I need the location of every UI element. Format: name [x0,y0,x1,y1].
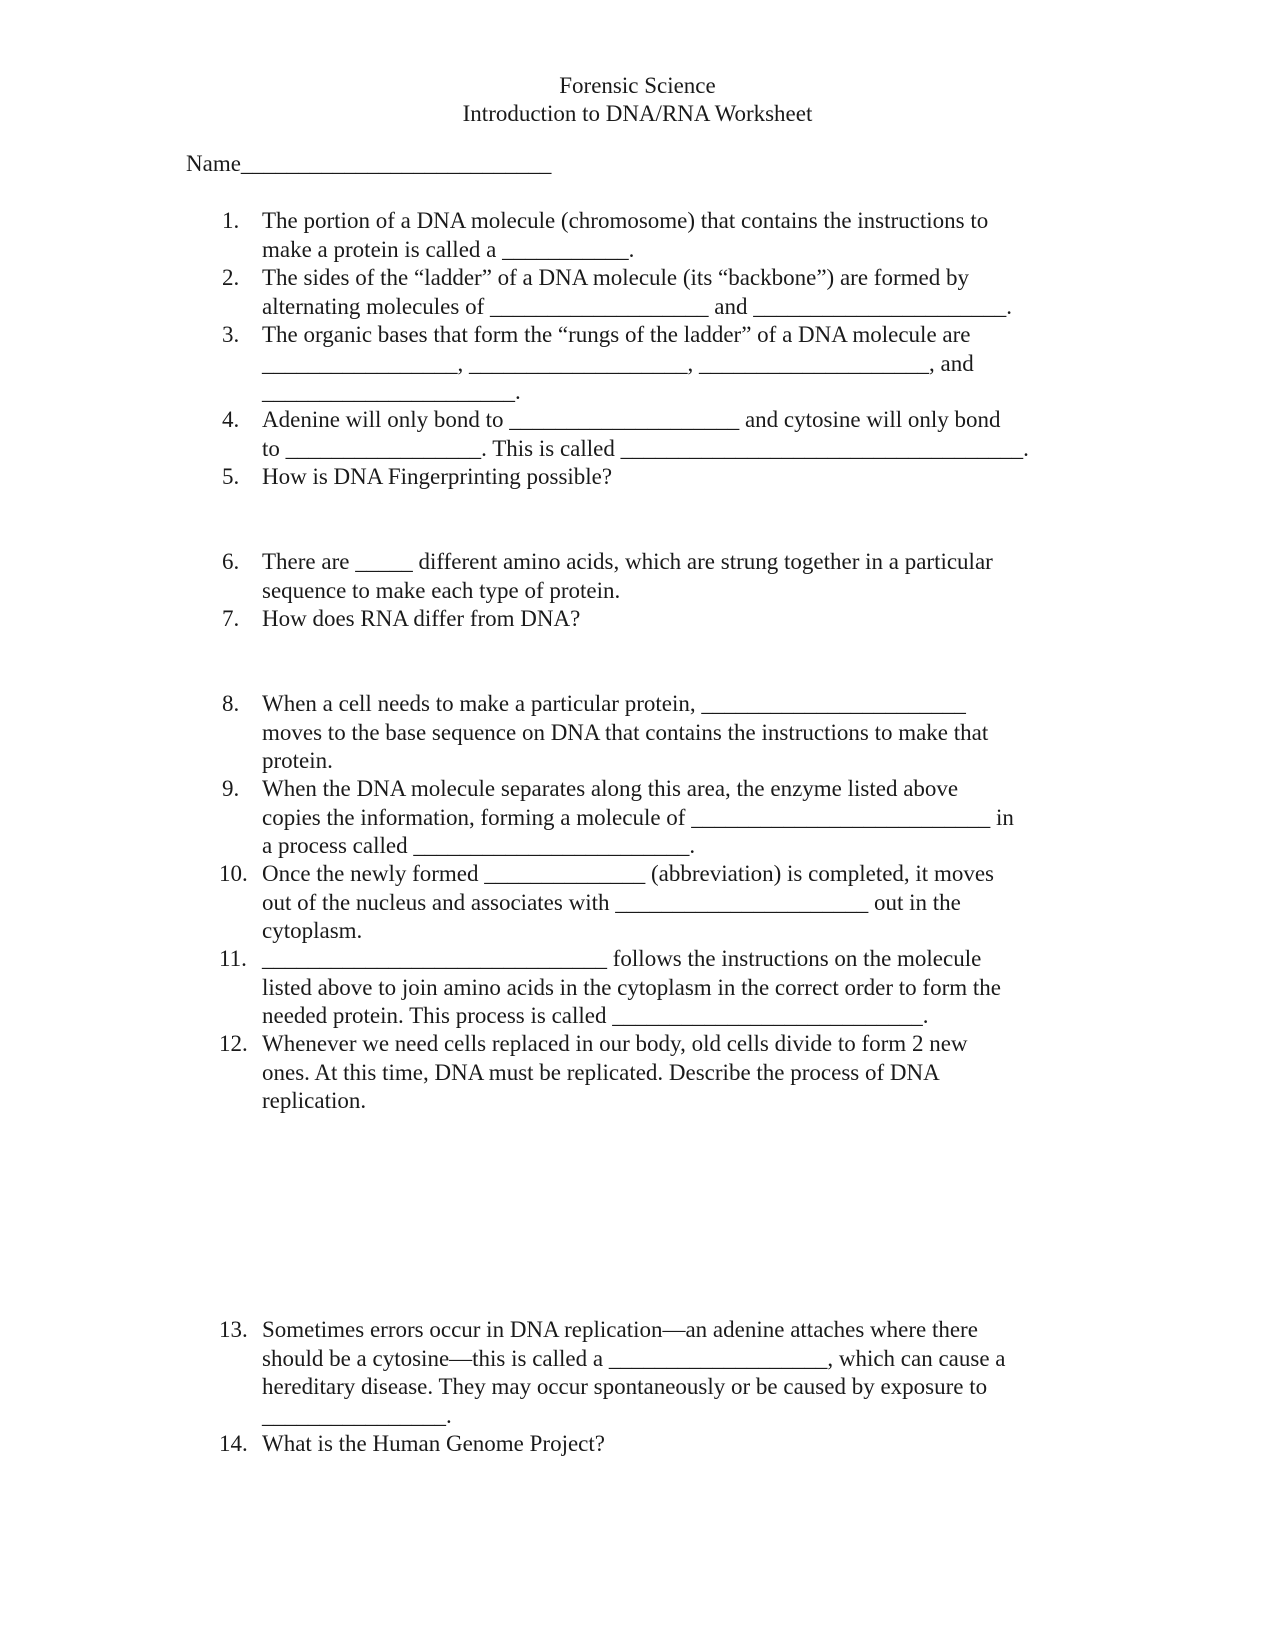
question-number: 6. [222,549,240,574]
question-text-line[interactable]: copies the information, forming a molecule of __________________________ in [262,804,1014,830]
question-text-line: sequence to make each type of protein. [262,577,621,603]
question-text-line[interactable]: ______________________________ follows the instructions on the molecule [262,946,982,971]
question-text-line: ones. At this time, DNA must be replicated. Describe the process of DNA [262,1059,940,1085]
question-number: 14. [219,1431,248,1456]
question-text-line: listed above to join amino acids in the cytoplasm in the correct order to form the [262,974,1001,1000]
question-text-line[interactable]: out of the nucleus and associates with ______________________ out in the [262,889,961,915]
question-text-line: Whenever we need cells replaced in our body, old cells divide to form 2 new [262,1031,968,1056]
question-number: 8. [222,691,240,716]
question-text-line[interactable]: should be a cytosine—this is called a ___________________, which can cause a [262,1345,1006,1371]
question-text-line: hereditary disease. They may occur spontaneously or be caused by exposure to [262,1374,988,1399]
question-text-line: When the DNA molecule separates along this area, the enzyme listed above [262,776,959,801]
question-number: 2. [222,265,240,290]
question-text-line[interactable]: When a cell needs to make a particular protein, _______________________ [262,691,966,716]
question-number: 11. [219,946,247,971]
question-number: 1. [222,208,240,233]
question-text-line[interactable]: Once the newly formed ______________ (abbreviation) is completed, it moves [262,861,994,886]
question-text-line: The portion of a DNA molecule (chromosome) that contains the instructions to [262,208,989,233]
question-text-line[interactable]: needed protein. This process is called ___________________________. [262,1003,929,1028]
question-text-line: moves to the base sequence on DNA that contains the instructions to make that [262,719,989,745]
question-text-line[interactable]: _________________, ___________________, ____________________, and [262,350,974,376]
question-number: 4. [222,407,240,432]
question-text-line[interactable]: ________________. [262,1402,452,1428]
question-text-line: How is DNA Fingerprinting possible? [262,464,613,489]
question-text-line[interactable]: make a protein is called a ___________. [262,236,635,262]
question-number: 5. [222,464,240,489]
question-text-line[interactable]: alternating molecules of ___________________ and ______________________. [262,293,1012,319]
question-text-line: The organic bases that form the “rungs of the ladder” of a DNA molecule are [262,322,971,347]
question-text-line[interactable]: There are _____ different amino acids, which are strung together in a particular [262,549,993,574]
question-text-line: cytoplasm. [262,918,363,943]
question-number: 3. [222,322,240,347]
question-text-line: What is the Human Genome Project? [262,1431,605,1456]
question-text-line[interactable]: Adenine will only bond to ____________________ and cytosine will only bond [262,407,1001,432]
question-text-line: The sides of the “ladder” of a DNA molecule (its “backbone”) are formed by [262,265,969,290]
worksheet-title: Introduction to DNA/RNA Worksheet [462,101,813,126]
question-number: 9. [222,776,240,801]
question-text-line: How does RNA differ from DNA? [262,606,581,631]
question-number: 10. [219,861,248,886]
course-title: Forensic Science [559,73,716,98]
question-text-line[interactable]: to _________________. This is called ___________________________________. [262,435,1029,461]
question-number: 12. [219,1031,248,1056]
question-text-line: replication. [262,1088,367,1113]
question-text-line: protein. [262,748,333,773]
question-number: 7. [222,606,240,631]
question-text-line: Sometimes errors occur in DNA replication—an adenine attaches where there [262,1317,978,1342]
question-text-line[interactable]: a process called ________________________. [262,833,696,858]
question-text-line[interactable]: ______________________. [262,379,521,404]
question-number: 13. [219,1317,248,1342]
name-field[interactable]: Name___________________________ [186,151,552,176]
